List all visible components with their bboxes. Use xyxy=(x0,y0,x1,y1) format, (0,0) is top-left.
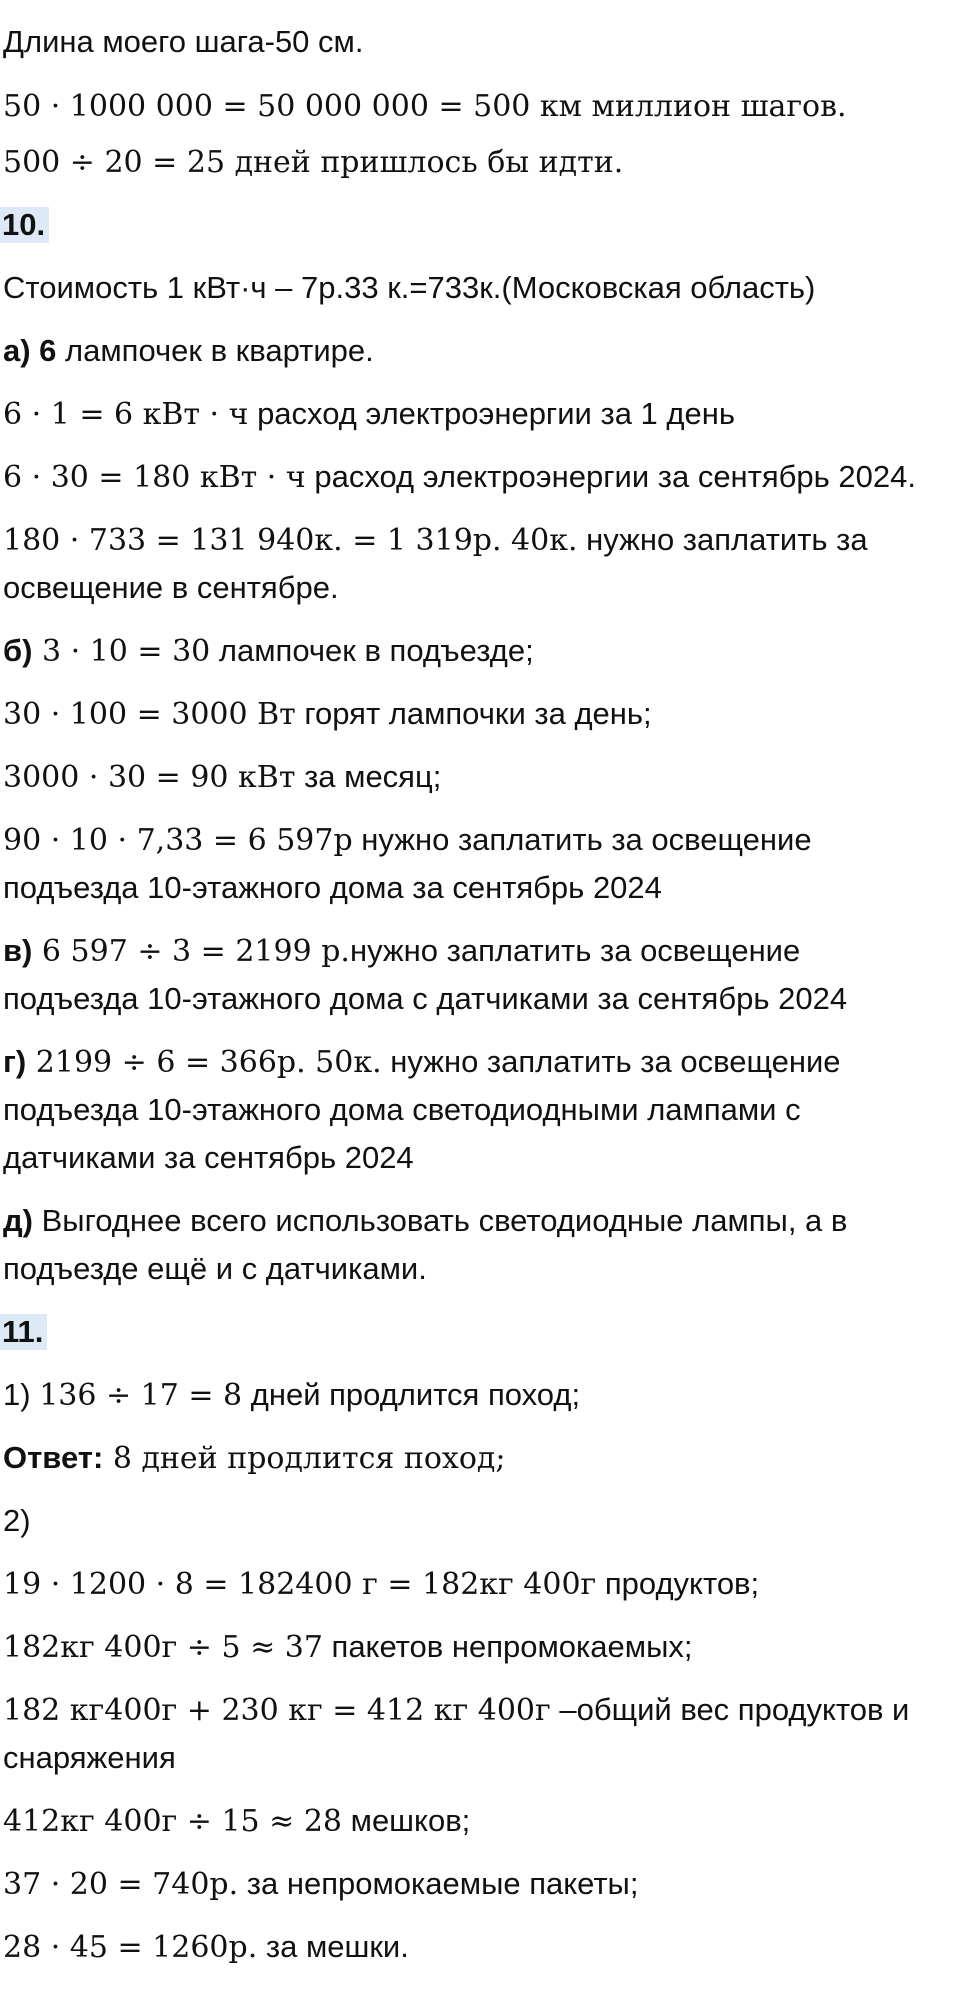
text: нужно заплатить за xyxy=(577,522,868,557)
formula: 412кг 400г ÷ 15 ≈ 28 xyxy=(3,1804,343,1839)
text: горят лампочки за день; xyxy=(295,696,652,731)
text-line xyxy=(3,333,374,369)
highlighted-number: 10. xyxy=(0,207,49,243)
formula-line xyxy=(3,522,868,559)
formula: 182кг 400г ÷ 5 ≈ 37 xyxy=(3,1630,323,1665)
formula: 180 · 733 = 131 940к. = 1 319р. 40к. xyxy=(3,523,578,558)
text: расход электроэнергии за сентябрь 2024. xyxy=(305,459,917,494)
formula-line xyxy=(3,396,735,433)
formula-line xyxy=(3,1566,759,1603)
formula: 136 ÷ 17 = 8 xyxy=(39,1378,243,1413)
formula: 90 · 10 · 7,33 = 6 597р xyxy=(3,823,353,858)
formula-line xyxy=(3,1044,841,1081)
text-line xyxy=(3,1203,847,1239)
text: за непромокаемые пакеты; xyxy=(238,1866,639,1901)
formula-line xyxy=(3,1803,470,1840)
text: освещение в сентябре. xyxy=(3,570,339,605)
text-line xyxy=(3,1503,31,1539)
formula-line xyxy=(3,822,812,859)
text-line xyxy=(3,24,363,60)
formula: 8 дней продлится поход; xyxy=(103,1441,506,1476)
formula: 2199 ÷ 6 = 366р. 50к. xyxy=(26,1045,382,1080)
formula-line xyxy=(3,933,800,970)
text: нужно заплатить за освещение xyxy=(381,1044,841,1079)
formula: 182 кг400г + 230 кг = 412 кг 400г xyxy=(3,1693,551,1728)
item-label: д) xyxy=(3,1203,34,1238)
text: подъезде ещё и с датчиками. xyxy=(3,1251,427,1286)
text: датчиками за сентябрь 2024 xyxy=(3,1140,414,1175)
formula-line xyxy=(3,1377,580,1414)
text: снаряжения xyxy=(3,1740,176,1775)
text: за месяц; xyxy=(295,759,442,794)
text: Длина моего шага-50 см. xyxy=(3,24,364,59)
text: Выгоднее всего использовать светодиодные лампы, а в xyxy=(33,1203,848,1238)
item-label: а) 6 xyxy=(3,333,57,368)
formula-line xyxy=(3,1866,638,1903)
task-number-heading xyxy=(3,1314,47,1350)
text-line xyxy=(3,981,847,1017)
text: –общий вес продуктов и xyxy=(550,1692,910,1727)
text: мешков; xyxy=(342,1803,471,1838)
text-line xyxy=(3,1092,801,1128)
formula-line xyxy=(3,1692,909,1729)
formula: 3 · 10 = 30 xyxy=(32,634,211,669)
text-line xyxy=(3,1140,414,1176)
text: дней продлится поход; xyxy=(242,1377,581,1412)
text-line xyxy=(3,1740,176,1776)
formula-line xyxy=(3,88,847,125)
answer-line xyxy=(3,1440,505,1477)
formula-line xyxy=(3,633,534,670)
text: нужно заплатить за освещение xyxy=(352,822,812,857)
text: подъезда 10-этажного дома за сентябрь 2024 xyxy=(3,870,662,905)
text: лампочек в подъезде; xyxy=(210,633,534,668)
formula: 19 · 1200 · 8 = 182400 г = 182кг 400г xyxy=(3,1567,597,1602)
text-line xyxy=(3,1251,427,1287)
text-line xyxy=(3,270,815,306)
formula: 3000 · 30 = 90 кВт xyxy=(3,760,296,795)
formula-line xyxy=(3,759,441,796)
formula-line xyxy=(3,459,916,496)
highlighted-number: 11. xyxy=(0,1314,47,1350)
formula: 50 · 1000 000 = 50 000 000 = 500 км миллион шагов. xyxy=(3,89,847,124)
item-label: г) xyxy=(3,1044,27,1079)
text: продуктов; xyxy=(596,1566,760,1601)
text: пакетов непромокаемых; xyxy=(322,1629,693,1664)
text: нужно заплатить за освещение xyxy=(349,933,801,968)
text-line xyxy=(3,870,662,906)
text: 2) xyxy=(3,1503,31,1538)
formula: 6 · 30 = 180 кВт · ч xyxy=(3,460,306,495)
text: 1) xyxy=(3,1377,40,1412)
formula: 6 597 ÷ 3 = 2199 р. xyxy=(32,934,350,969)
task-number-heading xyxy=(3,207,49,243)
formula: 30 · 100 = 3000 Вт xyxy=(3,697,296,732)
text: лампочек в квартире. xyxy=(56,333,374,368)
formula: 28 · 45 = 1260р. xyxy=(3,1930,258,1965)
text-line xyxy=(3,570,339,606)
item-label: в) xyxy=(3,933,33,968)
text: подъезда 10-этажного дома с датчиками за сентябрь 2024 xyxy=(3,981,848,1016)
formula: 500 ÷ 20 = 25 дней пришлось бы идти. xyxy=(3,145,624,180)
formula-line xyxy=(3,696,652,733)
item-label: б) xyxy=(3,633,33,668)
formula-line xyxy=(3,144,623,181)
formula-line xyxy=(3,1629,692,1666)
formula-line xyxy=(3,1929,409,1966)
text: Стоимость 1 кВт·ч – 7р.33 к.=733к.(Московская область) xyxy=(3,270,816,305)
text: расход электроэнергии за 1 день xyxy=(248,396,736,431)
formula: 37 · 20 = 740р. xyxy=(3,1867,239,1902)
answer-label: Ответ: xyxy=(3,1440,104,1475)
text: за мешки. xyxy=(257,1929,409,1964)
formula: 6 · 1 = 6 кВт · ч xyxy=(3,397,249,432)
text: подъезда 10-этажного дома светодиодными лампами с xyxy=(3,1092,801,1127)
